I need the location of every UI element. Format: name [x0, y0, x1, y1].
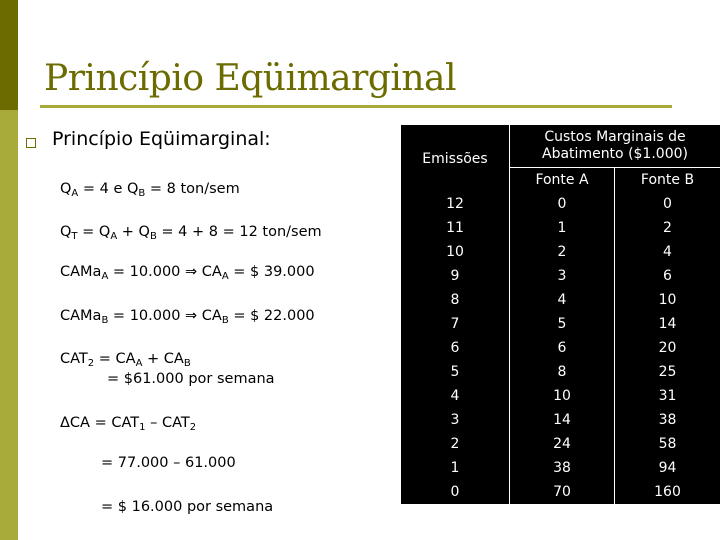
cell-fonte-a: 1 [510, 216, 615, 240]
cell-fonte-b: 4 [663, 244, 672, 260]
table-row [401, 312, 720, 336]
cell-emissoes: 2 [401, 432, 510, 456]
cell-fonte-a: 38 [510, 456, 615, 480]
table-row [401, 216, 720, 240]
cell-fonte-b: 160 [654, 484, 681, 500]
table-row [401, 408, 720, 432]
sidebar-accent-dark [0, 0, 18, 110]
table-row [401, 336, 720, 360]
text-line-cost-a: CAMa$_A$ = 10.000 ⇒ $CA_A$ = $ 39.000 [60, 264, 315, 282]
cell-fonte-a: 6 [510, 336, 615, 360]
sidebar-accent-light [0, 110, 18, 540]
cell-fonte-b: 25 [658, 364, 677, 380]
cell-fonte-b: 31 [658, 388, 677, 404]
cell-fonte-b: 58 [658, 436, 677, 452]
cell-emissoes: 1 [401, 456, 510, 480]
cell-fonte-b: 10 [658, 292, 677, 308]
cell-fonte-b: 38 [658, 412, 677, 428]
cell-fonte-a: 4 [510, 288, 615, 312]
cell-emissoes: 4 [401, 384, 510, 408]
cell-emissoes: 7 [401, 312, 510, 336]
table-row [401, 384, 720, 408]
text-line-result: = $ 16.000 por semana [101, 499, 274, 515]
table-row [401, 432, 720, 456]
header-fonte-b: Fonte B [640, 172, 695, 188]
table-row [401, 192, 720, 216]
bullet-heading: Princípio Eqüimarginal: [52, 128, 271, 150]
cell-fonte-b: 2 [663, 220, 672, 236]
slide-title: Princípio Eqüimarginal [44, 58, 457, 99]
text-line-total-quantity: $Q_T = Q_A + Q_B = 4 + 8 = 12$ ton/sem [60, 224, 322, 242]
cell-emissoes: 11 [401, 216, 510, 240]
cell-fonte-b: 94 [658, 460, 677, 476]
cell-fonte-b: 20 [658, 340, 677, 356]
header-custos-marginais: Custos Marginais de Abatimento ($1.000) [510, 125, 720, 168]
table-row [401, 480, 720, 504]
text-line-delta-cost: $\Delta CA = CAT_1 - CAT_2$ [60, 415, 197, 433]
table-body [401, 192, 720, 504]
cell-fonte-a: 2 [510, 240, 615, 264]
table-row [401, 240, 720, 264]
cell-emissoes: 6 [401, 336, 510, 360]
cell-emissoes: 10 [401, 240, 510, 264]
marginal-cost-table [401, 125, 720, 504]
cell-emissoes: 9 [401, 264, 510, 288]
cell-emissoes: 12 [401, 192, 510, 216]
cell-fonte-a: 0 [510, 192, 615, 216]
table-row [401, 360, 720, 384]
header-fonte-a: Fonte A [510, 168, 615, 193]
cell-emissoes: 5 [401, 360, 510, 384]
cell-fonte-b: 0 [663, 196, 672, 212]
text-line-difference: = 77.000 – 61.000 [101, 455, 236, 471]
text-line-quantities: $Q_A = 4$ e $Q_B = 8$ ton/sem [60, 181, 240, 199]
cell-fonte-a: 14 [510, 408, 615, 432]
header-emissoes: Emissões [401, 125, 510, 192]
cell-emissoes: 8 [401, 288, 510, 312]
title-underline [40, 105, 672, 108]
table-row [401, 456, 720, 480]
text-line-total-cost-value: = $61.000 por semana [107, 371, 275, 387]
cell-fonte-b: 6 [663, 268, 672, 284]
cell-fonte-b: 14 [658, 316, 677, 332]
cell-emissoes: 0 [401, 480, 510, 504]
text-line-cost-b: CAMa$_B$ = 10.000 ⇒ $CA_B$ = $ 22.000 [60, 308, 315, 326]
cell-fonte-a: 24 [510, 432, 615, 456]
cell-emissoes: 3 [401, 408, 510, 432]
table-row [401, 288, 720, 312]
cell-fonte-a: 70 [510, 480, 615, 504]
cell-fonte-a: 10 [510, 384, 615, 408]
cell-fonte-a: 5 [510, 312, 615, 336]
bullet-square-icon [26, 138, 36, 148]
cell-fonte-a: 8 [510, 360, 615, 384]
cell-fonte-a: 3 [510, 264, 615, 288]
text-line-total-cost: $CAT_2 = CA_A + CA_B$ [60, 351, 191, 369]
table-row [401, 264, 720, 288]
